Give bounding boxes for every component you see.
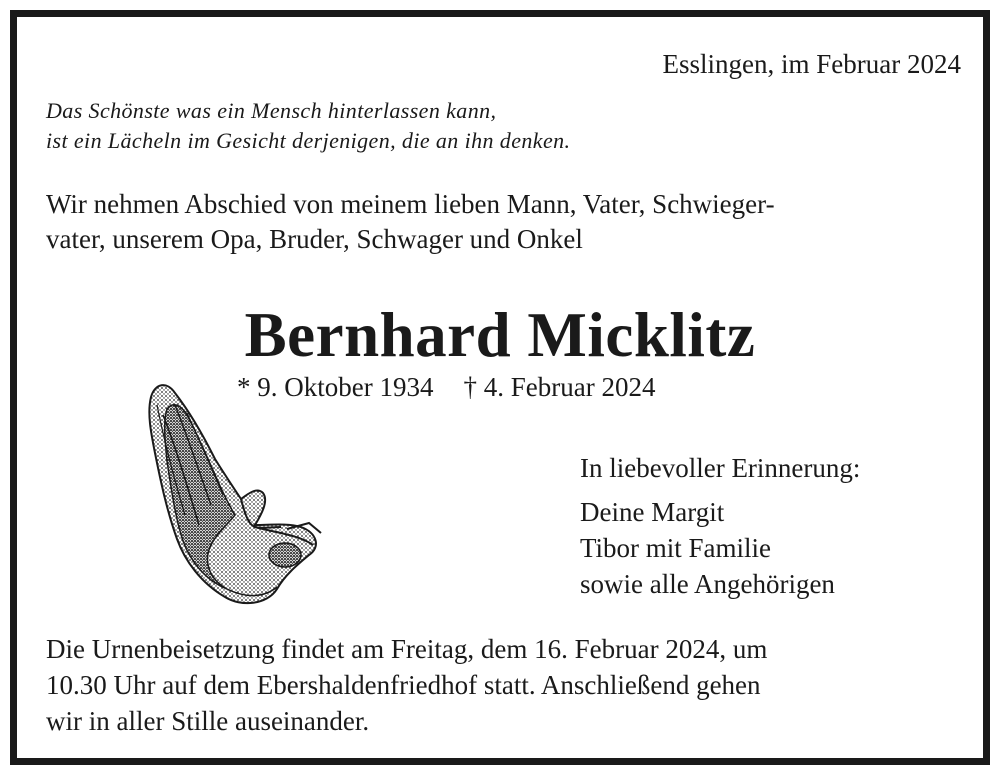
funeral-line: wir in aller Stille auseinander.: [46, 706, 370, 736]
deceased-name: Bernhard Micklitz: [244, 300, 756, 370]
funeral-line: Die Urnenbeisetzung findet am Freitag, dem 16. Februar 2024, um: [46, 634, 768, 664]
intro-line: Wir nehmen Abschied von meinem lieben Mann, Vater, Schwieger-: [46, 189, 775, 219]
mourners-block: [580, 450, 860, 602]
intro-line: vater, unserem Opa, Bruder, Schwager und Onkel: [46, 224, 583, 254]
quote-line: Das Schönste was ein Mensch hinterlassen kann,: [46, 98, 497, 123]
funeral-info: [46, 631, 767, 739]
mourner-name: Deine Margit: [580, 497, 725, 527]
mourners-heading: In liebevoller Erinnerung:: [580, 453, 861, 483]
place-date: Esslingen, im Februar 2024: [662, 49, 961, 79]
obituary-frame: [10, 10, 990, 765]
death-date: † 4. Februar 2024: [463, 372, 656, 402]
quote-line: ist ein Lächeln im Gesicht derjenigen, die an ihn denken.: [46, 128, 571, 153]
funeral-line: 10.30 Uhr auf dem Ebershaldenfriedhof statt. Anschließend gehen: [46, 670, 761, 700]
farewell-intro: [46, 187, 775, 257]
mourner-name: Tibor mit Familie: [580, 533, 772, 563]
birth-date: * 9. Oktober 1934: [237, 372, 434, 402]
memorial-quote: [46, 96, 570, 156]
mourner-name: sowie alle Angehörigen: [580, 569, 835, 599]
praying-hands-icon: [137, 375, 322, 607]
